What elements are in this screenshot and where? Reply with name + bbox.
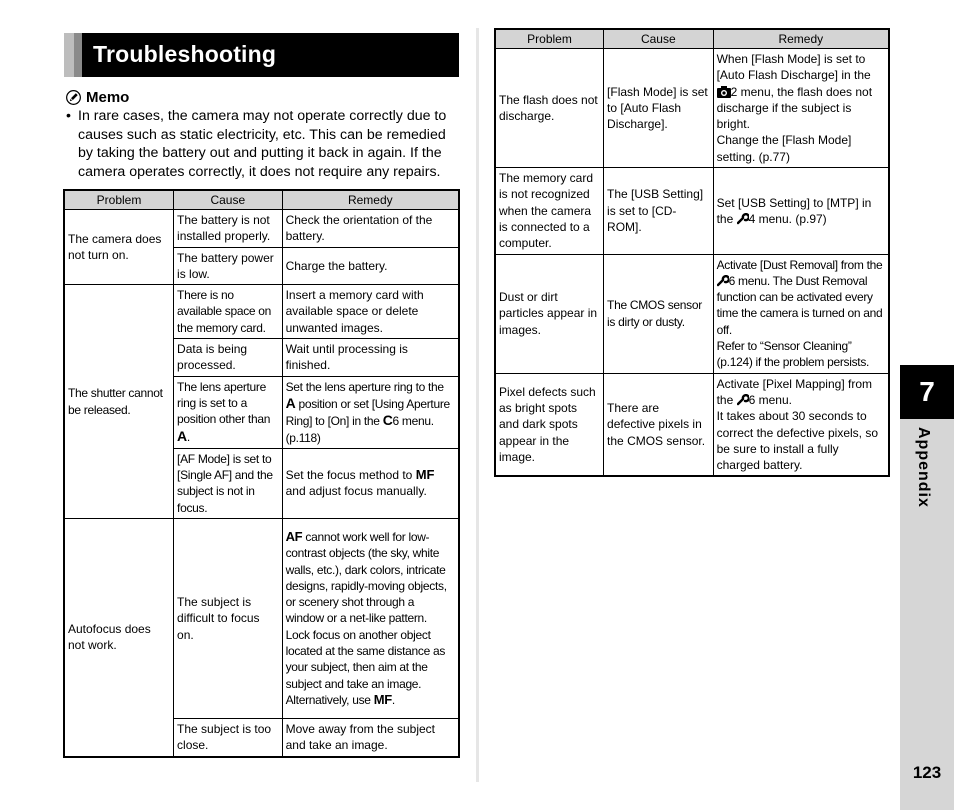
remedy-cell [713, 373, 889, 476]
cause-cell: There is no available space on the memory card. [174, 285, 283, 339]
cause-cell [174, 376, 283, 448]
remedy-text: Set the focus method to [285, 468, 413, 483]
table-row [495, 168, 889, 254]
right-table-header-row [495, 29, 889, 49]
remedy-text: cannot work well for low-contrast objects (the sky, white walls, etc.), dark colors, intricate designs, rapidly-moving objects, or scenery shot through a window or a net-like pattern. [285, 529, 447, 626]
custom-c-icon: C [382, 412, 393, 429]
remedy-text-end: It takes about 30 seconds to correct the defective pixels, so be sure to install a fully charged battery. [716, 409, 879, 473]
remedy-cell [713, 168, 889, 254]
memo-heading-row [66, 89, 129, 106]
table-row [495, 254, 889, 373]
remedy-text: When [Flash Mode] is set to [Auto Flash Discharge] in the [716, 52, 871, 83]
cause-cell: [AF Mode] is set to [Single AF] and the subject is not in focus. [174, 448, 283, 518]
header-problem: Problem [495, 29, 604, 49]
cause-cell: The [USB Setting] is set to [CD-ROM]. [604, 168, 714, 254]
problem-cell: Pixel defects such as bright spots and dark spots appear in the image. [495, 373, 604, 476]
mf-icon: MF [373, 691, 392, 707]
problem-cell: Autofocus does not work. [64, 519, 174, 757]
header-remedy: Remedy [282, 190, 459, 210]
remedy-text-end: . [391, 692, 395, 707]
memo-pencil-icon [66, 90, 81, 105]
table-row [64, 519, 459, 719]
title-bar-accent-light [64, 33, 74, 77]
remedy-text-2: Lock focus on another object located at the same distance as your subject, then aim at the subject and take an image. [285, 627, 446, 691]
header-cause: Cause [174, 190, 283, 210]
chapter-label: Appendix [915, 427, 932, 508]
remedy-text: Activate [Pixel Mapping] from the [716, 376, 872, 407]
chapter-side-tab [900, 365, 954, 810]
af-icon: AF [285, 528, 303, 544]
remedy-text-mid: position or set [Using Aperture Ring] to [On] in the [285, 396, 450, 429]
remedy-text-end: 6 menu. (p.118) [285, 414, 434, 445]
remedy-cell: Charge the battery. [282, 247, 459, 285]
table-row [64, 210, 459, 248]
aperture-a-icon: A [285, 394, 296, 411]
header-cause: Cause [604, 29, 714, 49]
remedy-cell: Wait until processing is finished. [282, 339, 459, 377]
problem-cell: The flash does not discharge. [495, 49, 604, 168]
problem-cell: The memory card is not recognized when the camera is connected to a computer. [495, 168, 604, 254]
remedy-cell [282, 376, 459, 448]
remedy-text-end: 4 menu. (p.97) [748, 211, 827, 226]
table-row [495, 49, 889, 168]
header-remedy: Remedy [713, 29, 889, 49]
wrench-icon [717, 275, 729, 287]
cause-cell: The subject is difficult to focus on. [174, 519, 283, 719]
camera-icon [717, 86, 731, 98]
mf-icon: MF [415, 467, 435, 483]
remedy-text-mid: 6 menu. [748, 392, 792, 407]
aperture-a-icon: A [177, 427, 187, 444]
remedy-cell [282, 519, 459, 719]
remedy-text-mid: 2 menu, the flash does not discharge if the subject is bright. [716, 84, 873, 132]
cause-cell: The battery power is low. [174, 247, 283, 285]
left-table-header-row [64, 190, 459, 210]
problem-cell: The shutter cannot be released. [64, 285, 174, 519]
remedy-text-mid: 6 menu. The Dust Removal function can be activated every time the camera is turned on and off. [716, 273, 883, 337]
cause-cell: Data is being processed. [174, 339, 283, 377]
remedy-cell [713, 254, 889, 373]
memo-text: In rare cases, the camera may not operate correctly due to causes such as static electricity, etc. This can be remedied by taking the battery out and putting it back in again. If the camera operates correctly, it does not require any repairs. [78, 108, 447, 180]
problem-cell: Dust or dirt particles appear in images. [495, 254, 604, 373]
cause-cell: The CMOS sensor is dirty or dusty. [604, 254, 714, 373]
remedy-cell [282, 448, 459, 518]
remedy-text-3: Alternatively, use [285, 692, 371, 707]
remedy-cell: Check the orientation of the battery. [282, 210, 459, 248]
memo-bullet: • [66, 108, 71, 124]
title-bar [64, 33, 459, 77]
memo-body [66, 107, 460, 181]
wrench-icon [737, 213, 749, 225]
page-title: Troubleshooting [93, 41, 277, 67]
memo-heading: Memo [86, 89, 130, 106]
remedy-text-end: and adjust focus manually. [285, 484, 427, 499]
remedy-text: Set [USB Setting] to [MTP] in the [716, 195, 872, 226]
column-separator [476, 28, 479, 782]
wrench-icon [737, 394, 749, 406]
cause-cell: [Flash Mode] is set to [Auto Flash Discharge]. [604, 49, 714, 168]
table-row [64, 285, 459, 339]
remedy-text-end: Change the [Flash Mode] setting. (p.77) [716, 133, 852, 164]
cause-cell: There are defective pixels in the CMOS sensor. [604, 373, 714, 476]
remedy-cell [713, 49, 889, 168]
table-row [495, 373, 889, 476]
remedy-cell: Insert a memory card with available space or delete unwanted images. [282, 285, 459, 339]
remedy-cell: Move away from the subject and take an image. [282, 719, 459, 757]
title-bar-accent-dark [74, 33, 82, 77]
cause-cell: The subject is too close. [174, 719, 283, 757]
remedy-text: Activate [Dust Removal] from the [716, 257, 883, 272]
remedy-text-end: Refer to “Sensor Cleaning” (p.124) if the problem persists. [716, 339, 870, 370]
page-number: 123 [912, 763, 942, 782]
left-troubleshooting-table [63, 189, 460, 758]
cause-text: The lens aperture ring is set to a position other than [177, 379, 271, 427]
remedy-text: Set the lens aperture ring to the [285, 379, 444, 394]
right-troubleshooting-table [494, 28, 890, 477]
problem-cell: The camera does not turn on. [64, 210, 174, 285]
cause-cell: The battery is not installed properly. [174, 210, 283, 248]
cause-text-end: . [186, 429, 190, 444]
header-problem: Problem [64, 190, 174, 210]
chapter-number: 7 [900, 365, 954, 419]
